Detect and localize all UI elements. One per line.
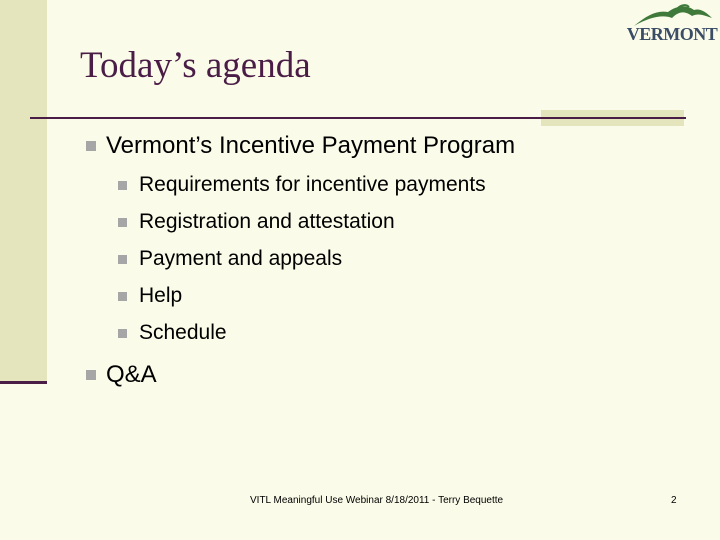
square-bullet-icon [118,255,127,264]
page-number: 2 [671,495,677,506]
title-divider [30,117,686,119]
agenda-subitem [118,173,486,197]
vermont-logo [626,2,718,48]
left-accent-bar-end [0,381,47,384]
agenda-subitem [118,284,182,308]
agenda-subitem-text: Requirements for incentive payments [139,173,486,196]
slide-title: Today’s agenda [80,45,311,86]
agenda-subitem [118,321,227,345]
agenda-item [86,132,515,160]
square-bullet-icon [118,218,127,227]
agenda-subitem-text: Payment and appeals [139,247,343,270]
square-bullet-icon [118,181,127,190]
agenda-item [86,361,157,389]
logo-wordmark: VERMONT [626,24,718,44]
agenda-item-text: Vermont’s Incentive Payment Program [106,132,516,159]
agenda-subitem-text: Registration and attestation [139,210,395,233]
square-bullet-icon [118,329,127,338]
agenda-item-text: Q&A [106,361,157,388]
square-bullet-icon [86,141,96,151]
agenda-subitem [118,210,395,234]
agenda-subitem [118,247,342,271]
square-bullet-icon [86,370,96,380]
agenda-subitem-text: Help [139,284,183,307]
square-bullet-icon [118,292,127,301]
slide-footer: VITL Meaningful Use Webinar 8/18/2011 - Terry Bequette [250,495,504,506]
agenda-subitem-text: Schedule [139,321,227,344]
left-accent-bar [0,0,47,383]
